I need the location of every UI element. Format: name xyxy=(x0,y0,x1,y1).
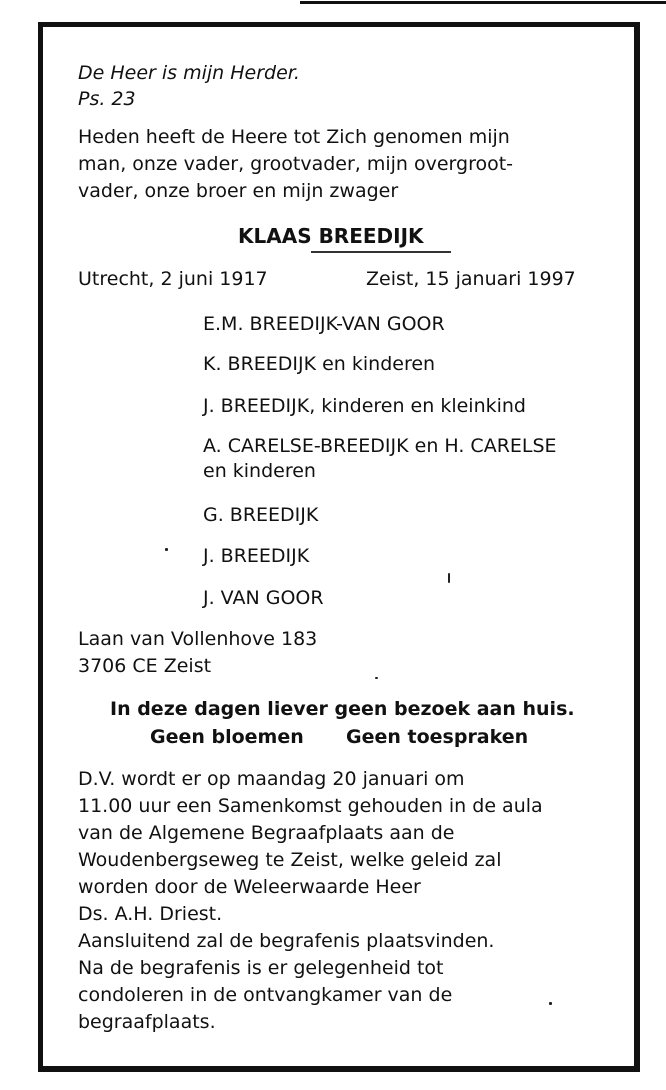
psalm-reference: Ps. 23 xyxy=(78,88,136,110)
scan-speck xyxy=(549,1002,552,1005)
no-flowers-notice: Geen bloemen xyxy=(150,726,304,748)
death-notice-frame xyxy=(38,22,640,1072)
service-line: Ds. A.H. Driest. xyxy=(78,903,223,925)
no-speeches-notice: Geen toespraken xyxy=(346,726,529,748)
family-member: A. CARELSE-BREEDIJK en H. CARELSE xyxy=(203,435,557,457)
service-line: 11.00 uur een Samenkomst gehouden in de aula xyxy=(78,795,543,817)
service-line: Na de begrafenis is er gelegenheid tot xyxy=(78,957,444,979)
scan-speck xyxy=(375,677,378,679)
service-line: D.V. wordt er op maandag 20 januari om xyxy=(78,768,465,790)
family-member-continued: en kinderen xyxy=(203,460,316,482)
service-line: van de Algemene Begraafplaats aan de xyxy=(78,822,455,844)
service-line: Aansluitend zal de begrafenis plaatsvinden. xyxy=(78,930,495,952)
family-member: J. VAN GOOR xyxy=(203,587,324,609)
birth-place-date: Utrecht, 2 juni 1917 xyxy=(78,268,268,290)
address-city: 3706 CE Zeist xyxy=(78,655,212,677)
intro-line: Heden heeft de Heere tot Zich genomen mijn xyxy=(78,126,510,148)
family-member: J. BREEDIJK xyxy=(203,545,310,567)
intro-line: man, onze vader, grootvader, mijn overgroot- xyxy=(78,153,514,175)
family-member: K. BREEDIJK en kinderen xyxy=(203,353,436,375)
service-line: begraafplaats. xyxy=(78,1011,216,1033)
deceased-name: KLAAS BREEDIJK xyxy=(238,224,424,248)
no-visit-notice: In deze dagen liever geen bezoek aan huis. xyxy=(110,698,575,720)
death-place-date: Zeist, 15 januari 1997 xyxy=(366,268,576,290)
family-member: J. BREEDIJK, kinderen en kleinkind xyxy=(203,395,526,417)
intro-line: vader, onze broer en mijn zwager xyxy=(78,180,399,202)
scan-speck xyxy=(448,573,450,583)
service-line: condoleren in de ontvangkamer van de xyxy=(78,984,453,1006)
motto: De Heer is mijn Herder. xyxy=(78,62,300,84)
service-line: Woudenbergseweg te Zeist, welke geleid zal xyxy=(78,849,502,871)
top-border-line xyxy=(300,1,666,4)
scan-speck xyxy=(165,548,168,551)
family-member: G. BREEDIJK xyxy=(203,504,319,526)
name-underline xyxy=(311,251,451,253)
service-line: worden door de Weleerwaarde Heer xyxy=(78,876,421,898)
family-member: E.M. BREEDIJK-VAN GOOR xyxy=(203,313,445,335)
address-street: Laan van Vollenhove 183 xyxy=(78,628,318,650)
